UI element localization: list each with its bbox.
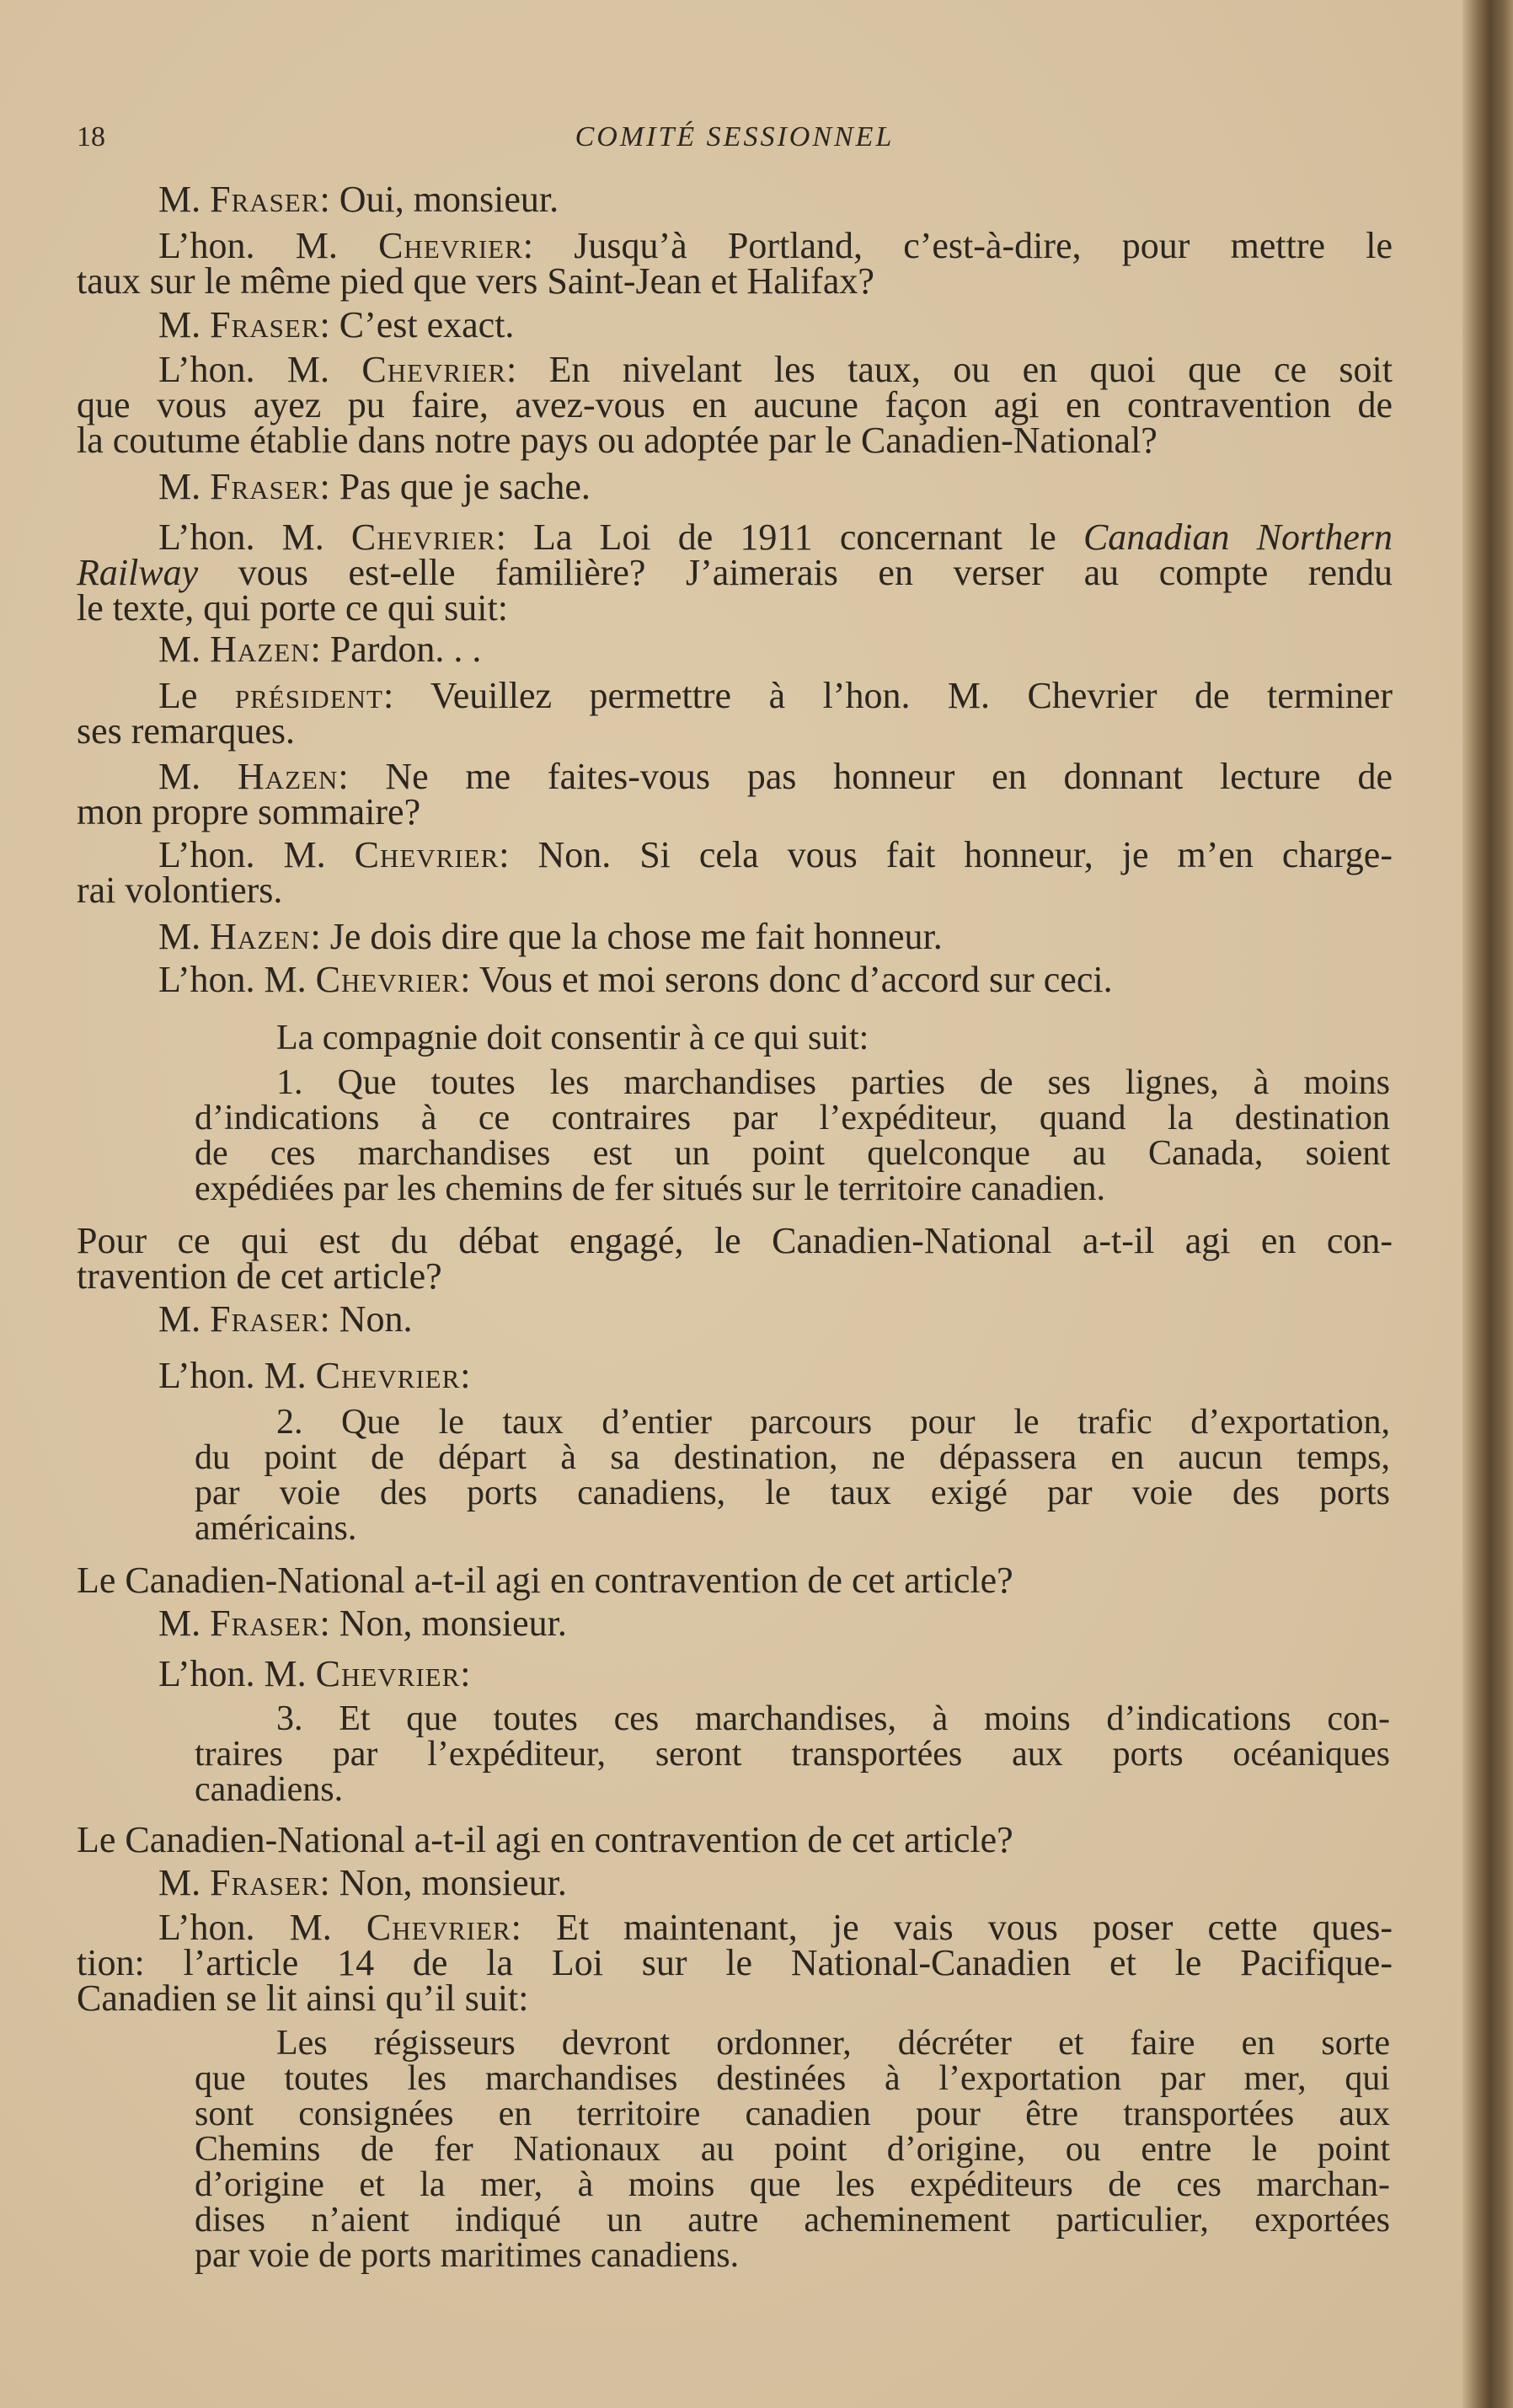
text-line: [77, 420, 1393, 461]
quoted-text: [195, 1405, 1390, 1546]
paragraph: [77, 1298, 1393, 1340]
text-run: Canadien se lit ainsi qu’il suit:: [77, 1977, 529, 2019]
text-line: [77, 225, 1393, 266]
text-run: Le: [158, 675, 235, 716]
text-line: [77, 1560, 1393, 1601]
text-run: M.: [158, 916, 211, 957]
text-run: M.: [158, 304, 211, 345]
speaker-name: Fraser: [210, 466, 320, 507]
text-line: [195, 2238, 1390, 2273]
italic-title: Canadian Northern: [1083, 516, 1393, 558]
text-run: du point de départ à sa destination, ne dépassera en aucun temps,: [195, 1438, 1390, 1477]
text-run: mon propre sommaire?: [77, 791, 421, 832]
text-run: : Et maintenant, je vais vous poser cette ques-: [511, 1907, 1393, 1948]
text-run: : Vous et moi serons donc d’accord sur ceci.: [460, 959, 1113, 1000]
text-line: [77, 349, 1393, 390]
speaker-name: Chevrier: [315, 1653, 461, 1694]
text-line: [195, 1065, 1390, 1100]
text-run: L’hon. M.: [158, 225, 379, 266]
text-line: [195, 1511, 1390, 1546]
text-run: que vous ayez pu faire, avez-vous en aucune façon agi en contravention de: [77, 384, 1393, 425]
text-run: rai volontiers.: [77, 870, 283, 911]
text-line: [77, 870, 1393, 911]
text-run: :: [460, 1653, 471, 1694]
speaker-name: Fraser: [210, 1298, 320, 1340]
text-line: [195, 1440, 1390, 1475]
text-line: [77, 756, 1393, 797]
text-run: d’origine et la mer, à moins que les expéditeurs de ces marchan-: [195, 2165, 1390, 2204]
text-run: : Ne me faites-vous pas honneur en donnant lecture de: [338, 756, 1393, 797]
paragraph: [77, 834, 1393, 911]
text-line: [77, 710, 1393, 752]
text-run: ses remarques.: [77, 710, 296, 752]
text-run: tion: l’article 14 de la Loi sur le National-Canadien et le Pacifique-: [77, 1942, 1393, 1983]
text-run: traires par l’expéditeur, seront transportées aux ports océaniques: [195, 1735, 1390, 1774]
speaker-name: Fraser: [210, 179, 320, 220]
text-line: [77, 959, 1393, 1000]
paragraph: [77, 225, 1393, 302]
text-run: par voie des ports canadiens, le taux exigé par voie des ports: [195, 1474, 1390, 1512]
paragraph: [77, 466, 1393, 507]
text-run: L’hon. M.: [158, 834, 355, 875]
text-line: [195, 2132, 1390, 2167]
text-run: : Oui, monsieur.: [319, 179, 559, 220]
text-line: [195, 2202, 1390, 2238]
text-line: [77, 1819, 1393, 1860]
text-line: [77, 1907, 1393, 1948]
paragraph: [77, 675, 1393, 752]
text-line: [195, 1772, 1390, 1807]
text-line: [77, 516, 1393, 558]
text-line: [195, 1736, 1390, 1772]
running-title: COMITÉ SESSIONNEL: [575, 121, 895, 153]
speaker-name: président: [234, 675, 383, 716]
text-line: [195, 2061, 1390, 2096]
speaker-name: Fraser: [210, 1862, 320, 1903]
text-run: La compagnie doit consentir à ce qui suit:: [276, 1019, 869, 1057]
text-line: [195, 1020, 1390, 1056]
text-line: [77, 304, 1393, 345]
paragraph: [77, 916, 1393, 957]
paragraph: [77, 1862, 1393, 1903]
text-run: canadiens.: [195, 1770, 344, 1809]
text-run: M.: [158, 179, 211, 220]
text-line: [195, 1405, 1390, 1440]
text-line: [195, 1171, 1390, 1207]
paragraph: [77, 1560, 1393, 1601]
text-line: [77, 1298, 1393, 1340]
paragraph: [77, 1819, 1393, 1860]
paragraph: [77, 516, 1393, 629]
speaker-name: Fraser: [210, 304, 320, 345]
text-run: L’hon. M.: [158, 1653, 316, 1694]
text-run: : Pas que je sache.: [319, 466, 591, 507]
text-run: M.: [158, 466, 211, 507]
text-run: vous est-elle familière? J’aimerais en verser au compte rendu: [198, 552, 1393, 593]
text-run: L’hon. M.: [158, 349, 362, 390]
text-line: [195, 2096, 1390, 2132]
text-run: L’hon. M.: [158, 959, 316, 1000]
text-run: dises n’aient indiqué un autre acheminement particulier, exportées: [195, 2201, 1390, 2239]
speaker-name: Chevrier: [350, 516, 496, 558]
speaker-name: Fraser: [210, 1603, 320, 1644]
text-run: M.: [158, 1603, 211, 1644]
text-line: [77, 1653, 1393, 1694]
text-run: par voie de ports maritimes canadiens.: [195, 2236, 740, 2275]
text-run: de ces marchandises est un point quelconque au Canada, soient: [195, 1134, 1390, 1173]
text-line: [77, 791, 1393, 832]
paragraph: [77, 959, 1393, 1000]
text-run: le texte, qui porte ce qui suit:: [77, 587, 508, 629]
text-line: [77, 1220, 1393, 1261]
paragraph: [77, 304, 1393, 345]
text-line: [77, 552, 1393, 593]
text-line: [77, 1862, 1393, 1903]
text-run: M.: [158, 1862, 211, 1903]
speaker-name: Chevrier: [361, 349, 507, 390]
text-run: L’hon. M.: [158, 1355, 316, 1396]
italic-title: Railway: [77, 552, 199, 593]
speaker-name: Hazen: [237, 756, 339, 797]
page-number: 18: [77, 121, 105, 153]
paragraph: [77, 1907, 1393, 2019]
quoted-text: [195, 2025, 1390, 2273]
text-line: [77, 384, 1393, 425]
text-line: [195, 1475, 1390, 1511]
speaker-name: Chevrier: [315, 1355, 461, 1396]
text-run: :: [460, 1355, 471, 1396]
paragraph: [77, 1603, 1393, 1644]
speaker-name: Chevrier: [315, 959, 461, 1000]
text-run: : La Loi de 1911 concernant le: [495, 516, 1083, 558]
text-line: [77, 1977, 1393, 2019]
paragraph: [77, 179, 1393, 220]
speaker-name: Chevrier: [378, 225, 523, 266]
text-line: [195, 1136, 1390, 1171]
quoted-text: [195, 1701, 1390, 1807]
text-line: [195, 1701, 1390, 1736]
text-run: d’indications à ce contraires par l’expéditeur, quand la destination: [195, 1099, 1390, 1137]
paragraph: [77, 1220, 1393, 1297]
text-line: [195, 1100, 1390, 1136]
quoted-text: [195, 1020, 1390, 1056]
book-binding-shadow: [1462, 0, 1513, 2408]
text-line: [77, 1942, 1393, 1983]
text-run: : Veuillez permettre à l’hon. M. Chevrier de terminer: [382, 675, 1393, 716]
text-line: [77, 834, 1393, 875]
paragraph: [77, 349, 1393, 461]
speaker-name: Chevrier: [366, 1907, 511, 1948]
text-run: Le Canadien-National a-t-il agi en contravention de cet article?: [77, 1819, 1013, 1860]
text-run: que toutes les marchandises destinées à l’exportation par mer, qui: [195, 2059, 1390, 2098]
text-line: [195, 2025, 1390, 2061]
text-run: M.: [158, 1298, 211, 1340]
text-line: [77, 1255, 1393, 1297]
text-run: : Non. Si cela vous fait honneur, je m’en charge-: [499, 834, 1393, 875]
text-line: [77, 587, 1393, 629]
text-run: : Jusqu’à Portland, c’est-à-dire, pour mettre le: [522, 225, 1393, 266]
text-line: [77, 466, 1393, 507]
text-line: [77, 260, 1393, 302]
quoted-text: [195, 1065, 1390, 1207]
text-run: M.: [158, 756, 238, 797]
paragraph: [77, 629, 1393, 670]
text-line: [77, 1355, 1393, 1396]
speaker-name: Chevrier: [354, 834, 500, 875]
text-run: : En nivelant les taux, ou en quoi que ce soit: [506, 349, 1393, 390]
text-run: la coutume établie dans notre pays ou adoptée par le Canadien-National?: [77, 420, 1157, 461]
text-run: M.: [158, 629, 211, 670]
text-run: : C’est exact.: [319, 304, 515, 345]
text-line: [77, 916, 1393, 957]
text-run: : Non.: [319, 1298, 413, 1340]
text-run: Pour ce qui est du débat engagé, le Canadien-National a-t-il agi en con-: [77, 1220, 1393, 1261]
text-line: [77, 1603, 1393, 1644]
text-run: : Je dois dire que la chose me fait honneur.: [310, 916, 943, 957]
text-line: [195, 2167, 1390, 2202]
paragraph: [77, 1355, 1393, 1396]
text-run: L’hon. M.: [158, 516, 351, 558]
text-run: travention de cet article?: [77, 1255, 442, 1297]
text-run: taux sur le même pied que vers Saint-Jean et Halifax?: [77, 260, 874, 302]
text-line: [77, 179, 1393, 220]
text-line: [77, 629, 1393, 670]
text-run: sont consignées en territoire canadien pour être transportées aux: [195, 2095, 1390, 2133]
text-run: Les régisseurs devront ordonner, décréter et faire en sorte: [276, 2024, 1390, 2063]
text-run: : Pardon. . .: [310, 629, 482, 670]
paragraph: [77, 1653, 1393, 1694]
speaker-name: Hazen: [210, 916, 311, 957]
text-run: 3. Et que toutes ces marchandises, à moins d’indications con-: [276, 1699, 1390, 1738]
text-run: expédiées par les chemins de fer situés sur le territoire canadien.: [195, 1169, 1106, 1208]
paragraph: [77, 756, 1393, 832]
text-run: 2. Que le taux d’entier parcours pour le trafic d’exportation,: [276, 1403, 1390, 1442]
speaker-name: Hazen: [210, 629, 311, 670]
text-run: américains.: [195, 1509, 357, 1548]
text-run: : Non, monsieur.: [319, 1862, 567, 1903]
text-run: : Non, monsieur.: [319, 1603, 567, 1644]
text-line: [77, 675, 1393, 716]
text-run: Le Canadien-National a-t-il agi en contravention de cet article?: [77, 1560, 1013, 1601]
text-run: Chemins de fer Nationaux au point d’origine, ou entre le point: [195, 2130, 1390, 2169]
text-run: 1. Que toutes les marchandises parties de ses lignes, à moins: [276, 1063, 1390, 1102]
text-run: L’hon. M.: [158, 1907, 366, 1948]
